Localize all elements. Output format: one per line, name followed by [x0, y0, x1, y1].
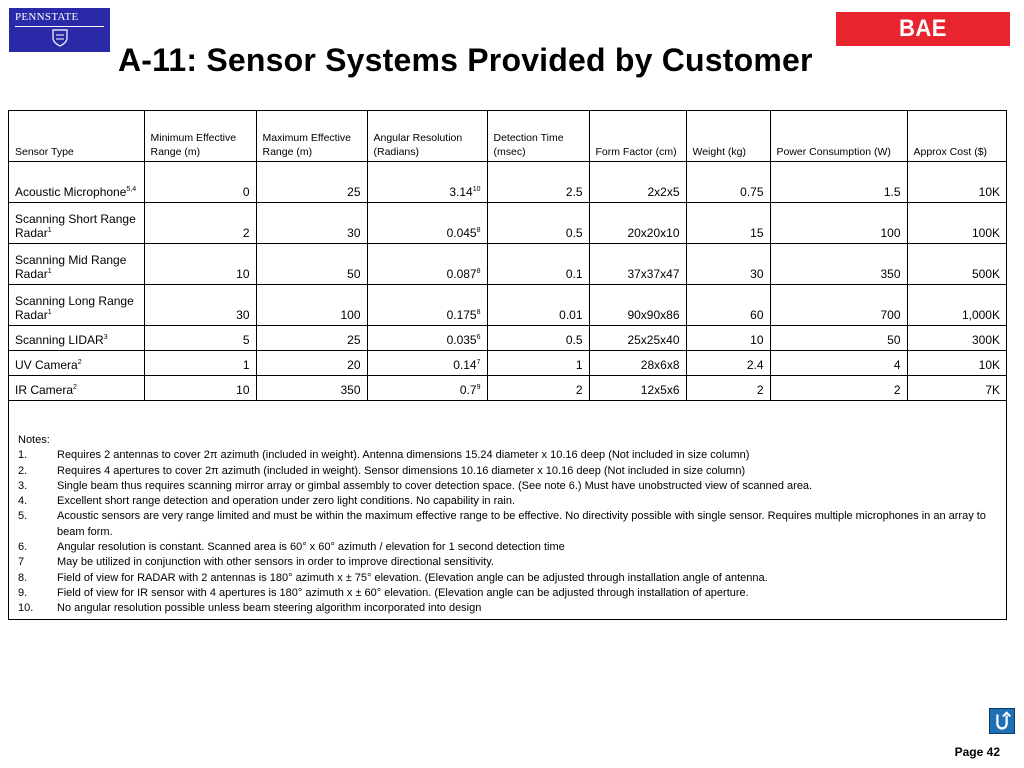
form-factor-cell	[589, 351, 686, 376]
notes-heading: Notes:	[18, 434, 50, 446]
note-item	[18, 601, 998, 616]
footnote-reference: 9	[476, 384, 481, 391]
footnote-reference: 3	[103, 334, 108, 341]
max-range-cell	[256, 285, 367, 326]
note-number: 8.	[18, 571, 28, 584]
sensor-type-cell	[9, 376, 144, 401]
note-text: Requires 2 antennas to cover 2π azimuth (included in weight). Antenna dimensions 15.24 diameter x 10.16 deep (Not included in size column)	[57, 449, 750, 462]
content-panel	[8, 110, 1007, 620]
power-cell-value: 2	[893, 383, 901, 397]
min-range-cell	[144, 376, 256, 401]
detection-time-cell-value: 1	[575, 358, 583, 372]
note-text: Excellent short range detection and operation under zero light conditions. No capability in rain.	[57, 495, 515, 508]
note-item	[18, 494, 998, 509]
footnote-reference: 8	[476, 227, 481, 234]
power-cell	[770, 203, 907, 244]
power-cell	[770, 376, 907, 401]
weight-cell-value: 2.4	[746, 358, 764, 372]
detection-time-cell-value: 0.5	[565, 226, 583, 240]
cost-cell	[907, 326, 1006, 351]
cost-cell-value: 100K	[971, 226, 1000, 240]
note-item	[18, 448, 998, 463]
table-row	[9, 244, 1006, 285]
notes-section	[18, 433, 998, 617]
logo-rule	[15, 26, 104, 27]
weight-cell-value: 2	[756, 383, 764, 397]
angular-resolution-cell-value: 0.7	[459, 383, 477, 397]
table-row	[9, 203, 1006, 244]
sensor-type-cell-value: Scanning Short Range Radar	[15, 212, 136, 240]
note-item	[18, 586, 998, 601]
form-factor-cell	[589, 203, 686, 244]
cost-cell	[907, 203, 1006, 244]
detection-time-cell-value: 2.5	[565, 185, 583, 199]
weight-cell-value: 0.75	[740, 185, 764, 199]
sensor-type-cell-value: UV Camera	[15, 358, 78, 372]
detection-time-cell-value: 0.1	[565, 267, 583, 281]
min-range-cell-value: 1	[242, 358, 250, 372]
max-range-cell	[256, 162, 367, 203]
pennstate-wordmark: PENNSTATE	[15, 11, 79, 23]
min-range-cell	[144, 244, 256, 285]
form-factor-cell-value: 20x20x10	[627, 226, 680, 240]
sensor-type-cell	[9, 285, 144, 326]
form-factor-cell	[589, 244, 686, 285]
note-item	[18, 540, 998, 555]
footnote-reference: 1	[47, 227, 52, 234]
column-header: Approx Cost ($)	[907, 111, 1006, 162]
form-factor-cell-value: 28x6x8	[640, 358, 680, 372]
table-row	[9, 351, 1006, 376]
angular-resolution-cell	[367, 244, 487, 285]
note-text: May be utilized in conjunction with other sensors in order to improve directional sensitivity.	[57, 556, 494, 569]
sensor-type-cell	[9, 162, 144, 203]
cost-cell-value: 500K	[971, 267, 1000, 281]
footnote-reference: 5,4	[126, 186, 137, 193]
bae-systems-wordmark: BAE SYSTEMS	[868, 15, 978, 76]
note-item	[18, 555, 998, 570]
footnote-reference: 2	[77, 359, 82, 366]
form-factor-cell-value: 12x5x6	[640, 383, 680, 397]
power-cell-value: 700	[880, 308, 901, 322]
note-text: Requires 4 apertures to cover 2π azimuth (included in weight). Sensor dimensions 10.16 diameter x 10.16 deep (Not included in size column)	[57, 464, 746, 477]
angular-resolution-cell	[367, 285, 487, 326]
detection-time-cell-value: 0.01	[559, 308, 583, 322]
cost-cell	[907, 244, 1006, 285]
sensor-type-cell-value: Scanning Long Range Radar	[15, 294, 134, 322]
form-factor-cell	[589, 162, 686, 203]
table-row	[9, 376, 1006, 401]
power-cell	[770, 351, 907, 376]
sensor-type-cell	[9, 244, 144, 285]
cost-cell	[907, 162, 1006, 203]
angular-resolution-cell	[367, 376, 487, 401]
min-range-cell-value: 0	[242, 185, 250, 199]
max-range-cell-value: 25	[347, 185, 361, 199]
weight-cell-value: 15	[750, 226, 764, 240]
power-cell	[770, 326, 907, 351]
shield-icon	[52, 29, 68, 47]
detection-time-cell	[487, 326, 589, 351]
page-number: Page 42	[954, 745, 1000, 759]
footnote-reference: 2	[73, 384, 77, 391]
detection-time-cell	[487, 376, 589, 401]
detection-time-cell	[487, 162, 589, 203]
column-header: Weight (kg)	[686, 111, 770, 162]
column-header: Angular Resolution (Radians)	[367, 111, 487, 162]
column-header: Sensor Type	[9, 111, 144, 162]
weight-cell-value: 10	[750, 333, 764, 347]
detection-time-cell	[487, 244, 589, 285]
note-number: 10.	[18, 602, 34, 615]
angular-resolution-cell	[367, 351, 487, 376]
max-range-cell-value: 25	[347, 333, 361, 347]
min-range-cell-value: 30	[236, 308, 250, 322]
weight-cell-value: 30	[750, 267, 764, 281]
cost-cell	[907, 376, 1006, 401]
note-text: Acoustic sensors are very range limited and must be within the maximum effective range to be effective. No directivity possible with single sensor. Requires multiple microphones in an array to beam form.	[57, 510, 986, 538]
footnote-reference: 1	[47, 268, 52, 275]
detection-time-cell	[487, 285, 589, 326]
sensor-type-cell-value: Scanning LIDAR	[15, 333, 104, 347]
cost-cell	[907, 351, 1006, 376]
page-title: A-11: Sensor Systems Provided by Customer	[118, 42, 813, 78]
detection-time-cell-value: 2	[575, 383, 583, 397]
max-range-cell-value: 350	[340, 383, 361, 397]
form-factor-cell-value: 2x2x5	[647, 185, 680, 199]
max-range-cell	[256, 326, 367, 351]
cost-cell-value: 300K	[971, 333, 1000, 347]
sensor-type-cell-value: Acoustic Microphone	[15, 185, 127, 199]
table-row	[9, 326, 1006, 351]
note-item	[18, 479, 998, 494]
max-range-cell	[256, 376, 367, 401]
angular-resolution-cell-value: 0.14	[453, 358, 477, 372]
footnote-reference: 8	[476, 309, 481, 316]
form-factor-cell	[589, 376, 686, 401]
max-range-cell-value: 30	[347, 226, 361, 240]
angular-resolution-cell-value: 0.087	[446, 267, 477, 281]
return-arrow-icon[interactable]	[989, 708, 1015, 734]
note-number: 9.	[18, 586, 28, 599]
power-cell-value: 100	[880, 226, 901, 240]
max-range-cell	[256, 244, 367, 285]
note-item	[18, 509, 998, 540]
note-item	[18, 571, 998, 586]
sensor-type-cell-value: Scanning Mid Range Radar	[15, 253, 127, 281]
note-number: 2.	[18, 464, 28, 477]
power-cell-value: 350	[880, 267, 901, 281]
cost-cell-value: 10K	[978, 185, 1000, 199]
max-range-cell	[256, 203, 367, 244]
note-text: Angular resolution is constant. Scanned area is 60° x 60° azimuth / elevation for 1 second detection time	[57, 541, 565, 554]
sensor-type-cell	[9, 351, 144, 376]
footnote-reference: 8	[476, 268, 481, 275]
pennstate-logo	[9, 8, 110, 52]
table-row	[9, 162, 1006, 203]
min-range-cell	[144, 203, 256, 244]
form-factor-cell	[589, 285, 686, 326]
note-number: 7	[18, 556, 25, 569]
min-range-cell	[144, 351, 256, 376]
footnote-reference: 6	[476, 334, 481, 341]
detection-time-cell-value: 0.5	[565, 333, 583, 347]
power-cell-value: 50	[887, 333, 901, 347]
weight-cell	[686, 203, 770, 244]
min-range-cell-value: 5	[242, 333, 250, 347]
column-header: Detection Time (msec)	[487, 111, 589, 162]
footnote-reference: 1	[47, 309, 52, 316]
angular-resolution-cell-value: 0.045	[446, 226, 477, 240]
angular-resolution-cell-value: 0.175	[446, 308, 477, 322]
column-header: Power Consumption (W)	[770, 111, 907, 162]
power-cell	[770, 244, 907, 285]
weight-cell	[686, 326, 770, 351]
note-text: No angular resolution possible unless beam steering algorithm incorporated into design	[57, 602, 482, 615]
angular-resolution-cell	[367, 203, 487, 244]
note-text: Single beam thus requires scanning mirror array or gimbal assembly to cover detection space. (See note 6.) Must have unobstructed view of scanned area.	[57, 479, 813, 492]
max-range-cell-value: 50	[347, 267, 361, 281]
power-cell-value: 1.5	[883, 185, 901, 199]
note-text: Field of view for RADAR with 2 antennas is 180° azimuth x ± 75° elevation. (Elevation angle can be adjusted through installation angle of antenna.	[57, 571, 768, 584]
min-range-cell	[144, 326, 256, 351]
detection-time-cell	[487, 203, 589, 244]
footnote-reference: 7	[476, 359, 481, 366]
column-header: Form Factor (cm)	[589, 111, 686, 162]
form-factor-cell-value: 90x90x86	[627, 308, 680, 322]
max-range-cell-value: 20	[347, 358, 361, 372]
weight-cell-value: 60	[750, 308, 764, 322]
min-range-cell-value: 2	[242, 226, 250, 240]
cost-cell-value: 1,000K	[961, 308, 1000, 322]
sensor-table	[9, 111, 1006, 401]
power-cell	[770, 162, 907, 203]
bae-systems-logo	[836, 12, 1010, 76]
weight-cell	[686, 162, 770, 203]
power-cell	[770, 285, 907, 326]
note-number: 3.	[18, 479, 28, 492]
note-item	[18, 464, 998, 479]
note-text: Field of view for IR sensor with 4 apertures is 180° azimuth x ± 60° elevation. (Elevation angle can be adjusted through installation of aperture.	[57, 586, 749, 599]
angular-resolution-cell	[367, 326, 487, 351]
min-range-cell	[144, 162, 256, 203]
note-number: 1.	[18, 449, 28, 462]
form-factor-cell-value: 25x25x40	[627, 333, 680, 347]
weight-cell	[686, 244, 770, 285]
form-factor-cell-value: 37x37x47	[627, 267, 680, 281]
power-cell-value: 4	[893, 358, 901, 372]
sensor-type-cell-value: IR Camera	[15, 383, 74, 397]
column-header: Minimum Effective Range (m)	[144, 111, 256, 162]
column-header: Maximum Effective Range (m)	[256, 111, 367, 162]
weight-cell	[686, 376, 770, 401]
table-body	[9, 162, 1006, 401]
footnote-reference: 10	[472, 186, 481, 193]
table-header-row	[9, 111, 1006, 162]
min-range-cell	[144, 285, 256, 326]
detection-time-cell	[487, 351, 589, 376]
weight-cell	[686, 285, 770, 326]
return-arrow-glyph	[990, 709, 1014, 733]
note-number: 4.	[18, 495, 28, 508]
cost-cell-value: 10K	[978, 358, 1000, 372]
sensor-type-cell	[9, 326, 144, 351]
notes-list	[18, 448, 998, 616]
max-range-cell-value: 100	[340, 308, 361, 322]
table-row	[9, 285, 1006, 326]
cost-cell-value: 7K	[985, 383, 1000, 397]
min-range-cell-value: 10	[236, 383, 250, 397]
angular-resolution-cell-value: 3.14	[449, 185, 473, 199]
angular-resolution-cell	[367, 162, 487, 203]
note-number: 6.	[18, 541, 28, 554]
sensor-type-cell	[9, 203, 144, 244]
max-range-cell	[256, 351, 367, 376]
cost-cell	[907, 285, 1006, 326]
min-range-cell-value: 10	[236, 267, 250, 281]
form-factor-cell	[589, 326, 686, 351]
note-number: 5.	[18, 510, 28, 523]
angular-resolution-cell-value: 0.035	[446, 333, 477, 347]
weight-cell	[686, 351, 770, 376]
